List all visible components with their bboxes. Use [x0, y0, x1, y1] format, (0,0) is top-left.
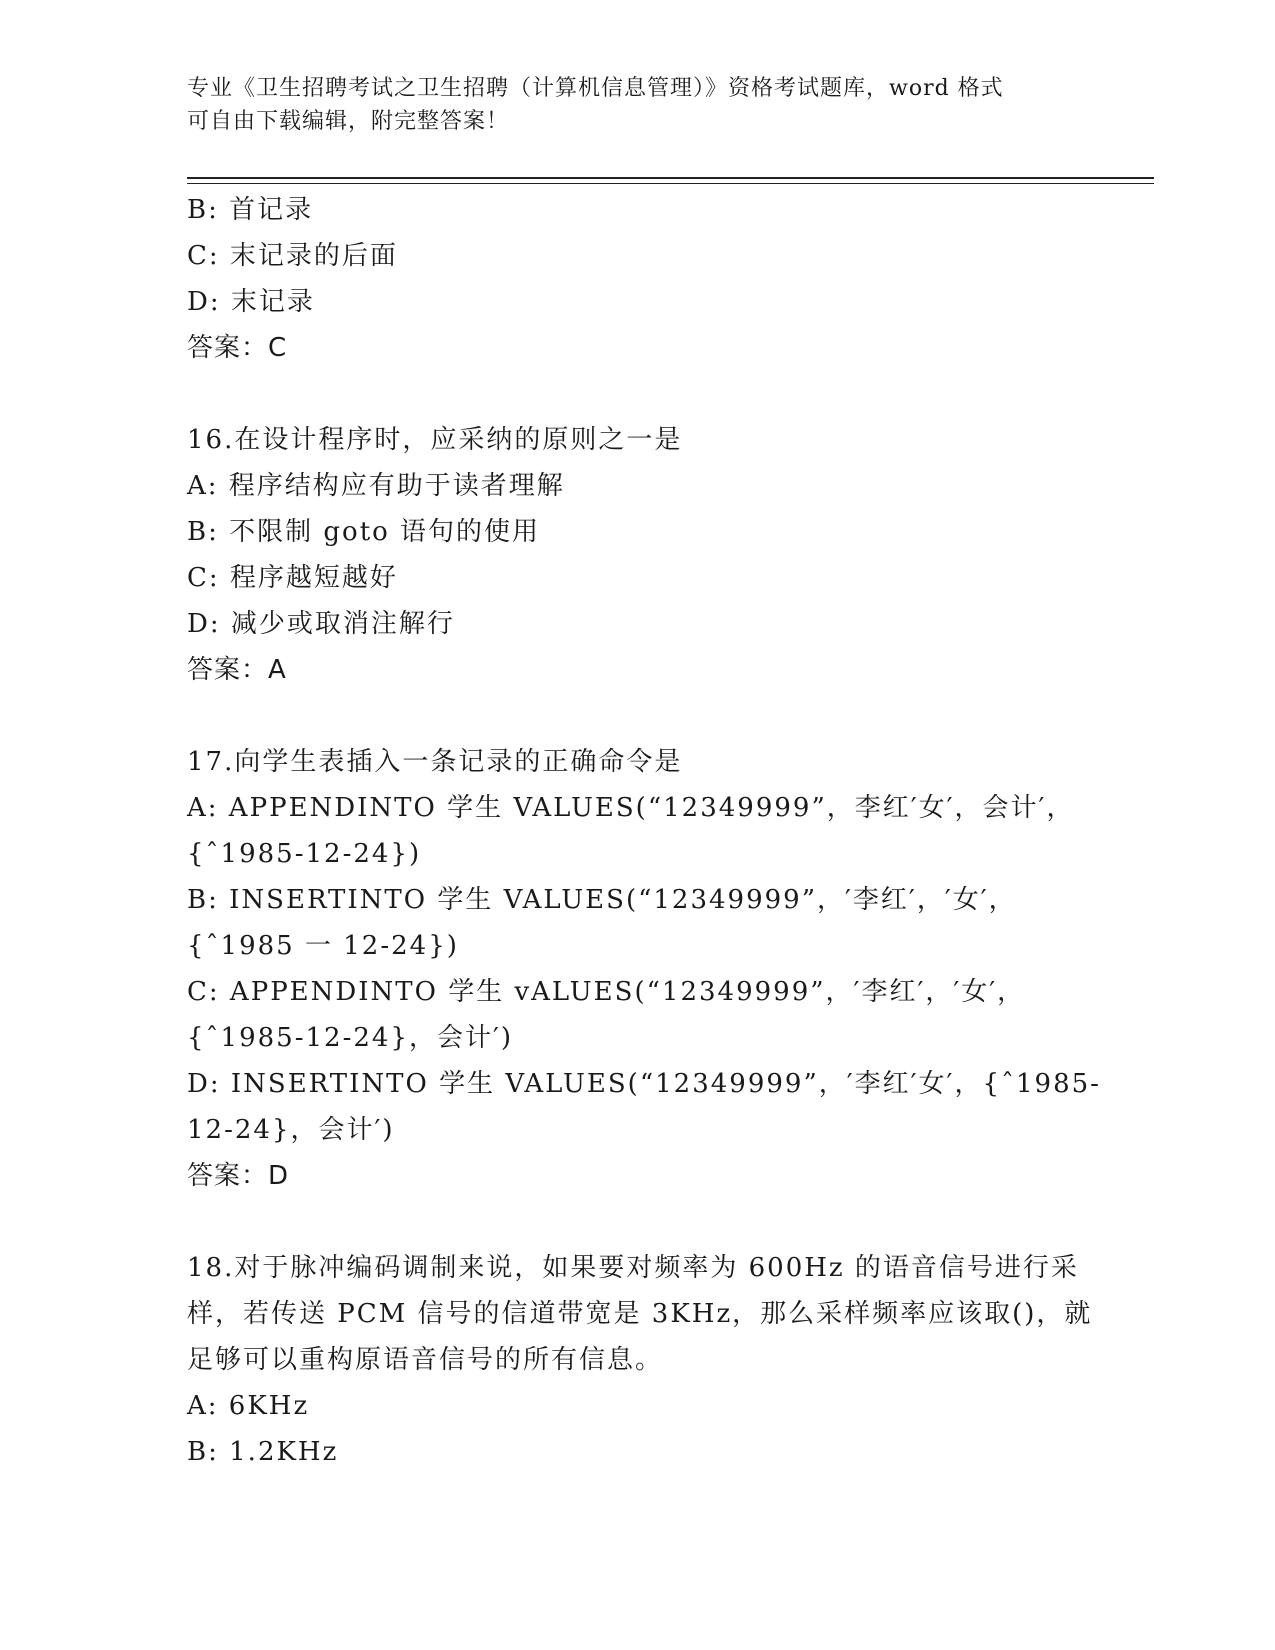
option-b-line-2: {ˆ1985 一 12-24})	[187, 931, 459, 961]
question-text-line-2: 样，若传送 PCM 信号的信道带宽是 3KHz，那么采样频率应该取()，就	[187, 1299, 1093, 1329]
option-a: A: 程序结构应有助于读者理解	[187, 471, 565, 501]
question-text-line-3: 足够可以重构原语音信号的所有信息。	[187, 1345, 664, 1375]
option-a-line-2: {ˆ1985-12-24})	[187, 839, 422, 869]
option-c: C: 末记录的后面	[187, 241, 398, 271]
option-b-line-1: B: INSERTINTO 学生 VALUES(“12349999”，′李红′，′女′，	[187, 885, 1017, 915]
option-d-line-2: 12-24}，会计′)	[187, 1115, 395, 1145]
answer: 答案：A	[187, 655, 287, 685]
document-body	[187, 187, 1101, 1475]
option-b: B: 不限制 goto 语句的使用	[187, 517, 541, 547]
option-a-line-1: A: APPENDINTO 学生 VALUES(“12349999”，李红′女′，会计′，	[187, 793, 1075, 823]
option-c-line-1: C: APPENDINTO 学生 vALUES(“12349999”，′李红′，′女′，	[187, 977, 1026, 1007]
document-header	[187, 72, 1087, 138]
question-17	[187, 739, 1101, 1199]
header-line-2: 可自由下载编辑，附完整答案！	[187, 109, 510, 134]
option-d: D: 减少或取消注解行	[187, 609, 455, 639]
answer: 答案：C	[187, 333, 288, 363]
spacer	[187, 1199, 1087, 1245]
question-text: 17.向学生表插入一条记录的正确命令是	[187, 747, 683, 777]
answer: 答案：D	[187, 1161, 290, 1191]
option-c-line-2: {ˆ1985-12-24}，会计′)	[187, 1023, 514, 1053]
header-rule-thin	[187, 183, 1154, 184]
header-rule-thick	[187, 177, 1154, 179]
spacer	[187, 693, 1087, 739]
question-18	[187, 1245, 1093, 1475]
option-c: C: 程序越短越好	[187, 563, 398, 593]
header-line-1: 专业《卫生招聘考试之卫生招聘（计算机信息管理）》资格考试题库，word 格式	[187, 76, 1004, 101]
option-b: B: 首记录	[187, 195, 314, 225]
option-d: D: 末记录	[187, 287, 315, 317]
question-text: 16.在设计程序时，应采纳的原则之一是	[187, 425, 683, 455]
spacer	[187, 371, 1087, 417]
question-15	[187, 187, 1087, 371]
question-16	[187, 417, 1087, 693]
option-a: A: 6KHz	[187, 1391, 310, 1421]
question-text-line-1: 18.对于脉冲编码调制来说，如果要对频率为 600Hz 的语音信号进行采	[187, 1253, 1079, 1283]
option-b: B: 1.2KHz	[187, 1437, 339, 1467]
option-d-line-1: D: INSERTINTO 学生 VALUES(“12349999”，′李红′女′，{ˆ1985-	[187, 1069, 1101, 1099]
